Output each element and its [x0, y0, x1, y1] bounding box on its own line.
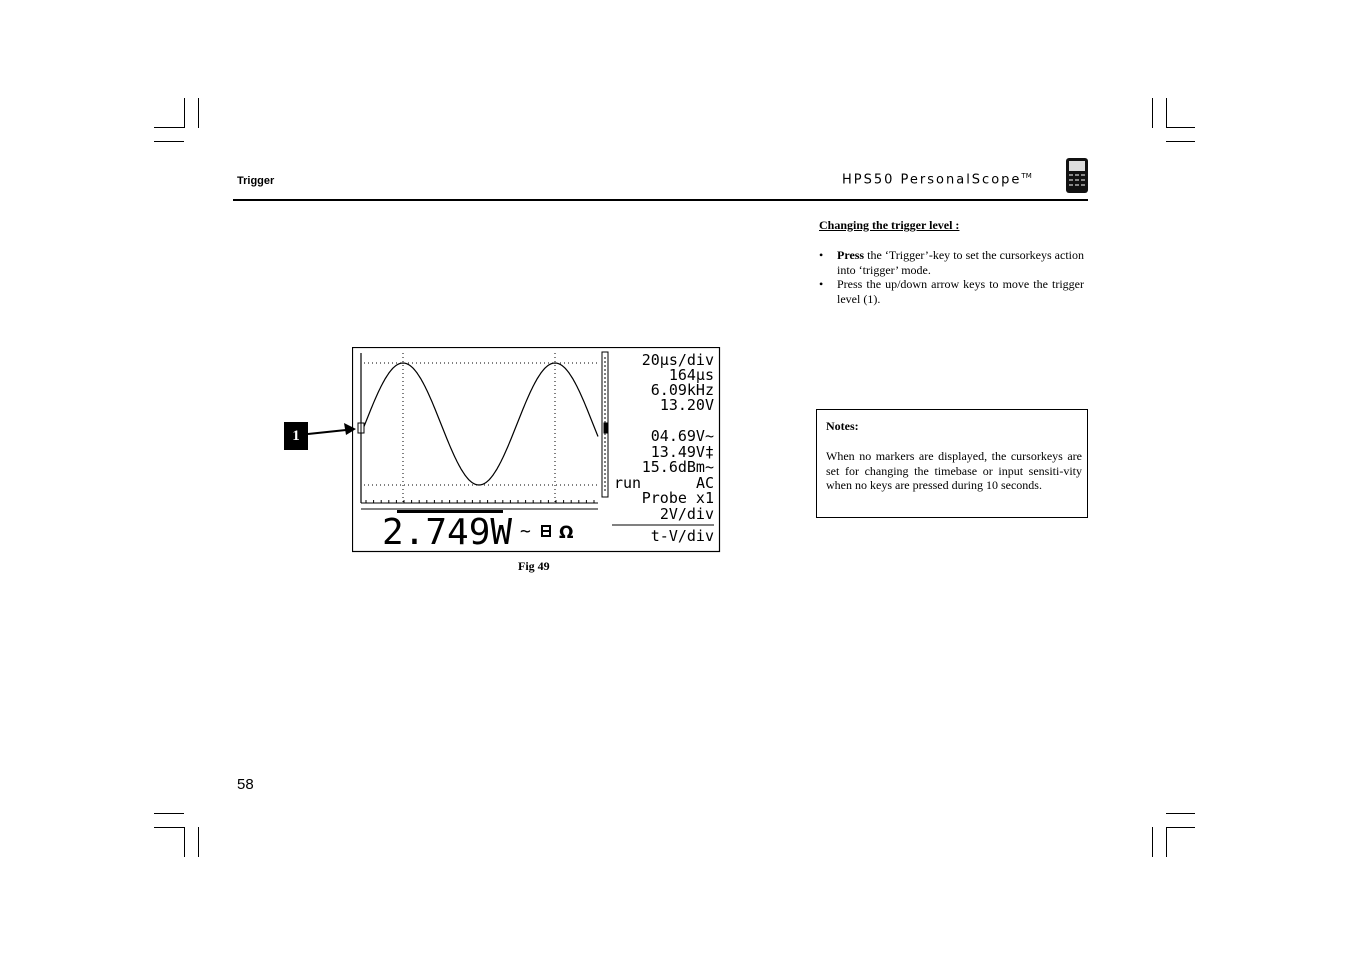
voltage-rms-readout: 04.69V~ — [650, 427, 714, 445]
crop-mark — [154, 141, 184, 142]
brand-name: HPS50 PersonalScope — [842, 172, 1022, 188]
brand-title — [842, 172, 1032, 187]
function-readout: t-V/div — [650, 527, 714, 545]
frequency-readout: 6.09kHz — [650, 381, 714, 399]
main-readout-suffix: ~ — [520, 521, 531, 542]
battery-icon — [541, 525, 551, 537]
voltage-pp-readout: 13.20V — [659, 396, 714, 414]
trigger-marker — [358, 423, 364, 433]
scope-screen-figure — [352, 347, 721, 553]
notes-text: When no markers are displayed, the cursorkeys are set for changing the timebase or input sensiti-vity when no keys are pressed during 10 seconds. — [826, 449, 1082, 492]
crop-mark — [154, 827, 184, 828]
callout-badge: 1 — [284, 422, 308, 450]
section-heading: Changing the trigger level : — [819, 218, 960, 232]
section-title: Trigger — [237, 175, 275, 187]
crop-mark — [1166, 813, 1195, 814]
dbm-readout: 15.6dBm~ — [641, 458, 714, 476]
header-rule — [233, 199, 1088, 201]
crop-mark — [184, 98, 185, 128]
crop-mark — [1166, 827, 1195, 828]
trademark-mark: TM — [1021, 172, 1032, 180]
crop-mark — [1152, 827, 1153, 857]
crop-mark — [198, 827, 199, 857]
probe-readout: Probe x1 — [641, 489, 714, 507]
step-emphasis: Press — [837, 248, 865, 262]
time-readout: 164µs — [668, 366, 714, 384]
crop-mark — [154, 127, 184, 128]
main-readout: 2.749W — [382, 512, 513, 553]
crop-mark — [198, 98, 199, 128]
step-text: Press the up/down arrow keys to move the trigger level (1). — [837, 277, 1084, 306]
list-item — [819, 248, 1084, 277]
callout-arrow-icon — [306, 420, 358, 438]
crop-mark — [1166, 127, 1195, 128]
crop-mark — [1166, 827, 1167, 857]
notes-title: Notes: — [826, 419, 859, 433]
figure-caption: Fig 49 — [518, 559, 550, 573]
instruction-list — [819, 248, 1084, 306]
crop-mark — [1152, 98, 1153, 128]
run-status: run — [614, 474, 642, 492]
ohm-icon: Ω — [559, 523, 574, 543]
voltage-dc-readout: 13.49V‡ — [650, 443, 714, 461]
crop-mark — [184, 827, 185, 857]
scope-device-icon — [1065, 157, 1089, 194]
volts-div-readout: 2V/div — [659, 505, 714, 523]
timebase-readout: 20µs/div — [641, 351, 714, 369]
crop-mark — [1166, 141, 1195, 142]
page-number: 58 — [237, 776, 254, 793]
crop-mark — [1166, 98, 1167, 128]
list-item — [819, 277, 1084, 306]
step-text: the ‘Trigger’-key to set the cursorkeys action into ‘trigger’ mode. — [837, 248, 1084, 277]
coupling-readout: AC — [695, 474, 714, 492]
crop-mark — [154, 813, 184, 814]
notes-box — [816, 409, 1088, 518]
